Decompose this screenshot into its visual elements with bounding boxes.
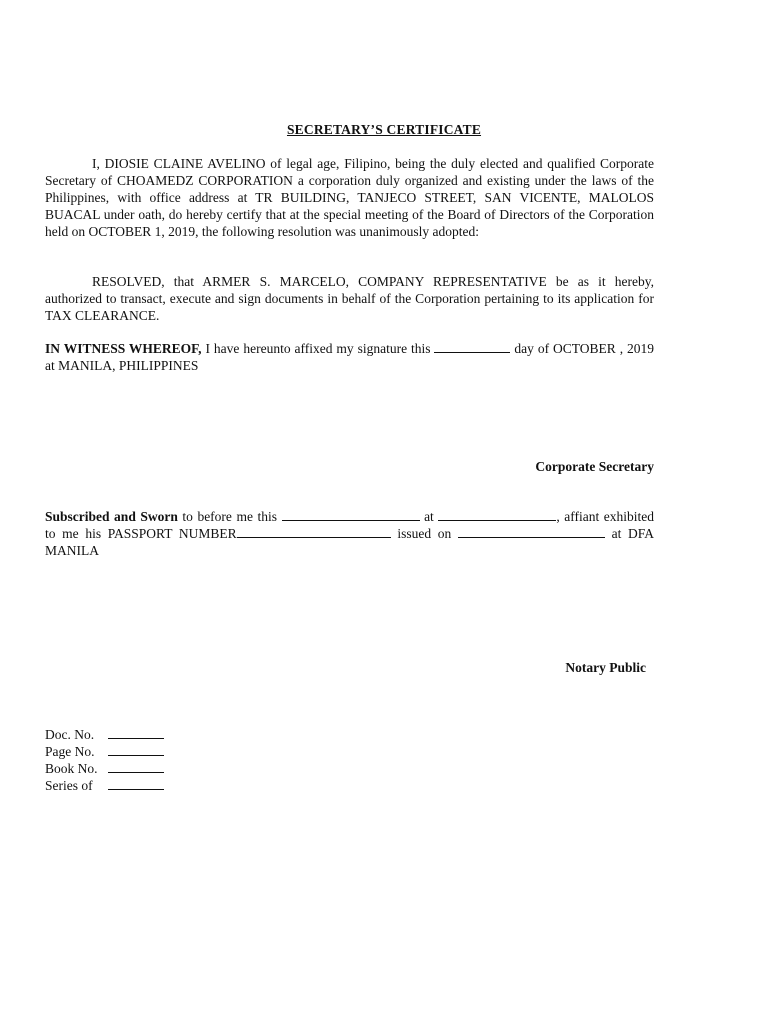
page-no-label: Page No. [45,744,95,759]
series-of-blank [108,777,164,790]
issue-date-blank [458,525,605,538]
resolution-paragraph: RESOLVED, that ARMER S. MARCELO, COMPANY REPRESENTATIVE be as it hereby, authorized to transact, execute and sign documents in behalf of the Corporation pertaining to its application for TAX CLEARANCE. [45,274,654,323]
passport-number-blank [237,525,391,538]
page-no-row [45,743,164,760]
sworn-text-e: at DFA MANILA [45,526,655,558]
sworn-text-d: issued on [390,526,458,541]
notary-public-signature-label: Notary Public [565,660,646,675]
witness-paragraph [45,340,654,374]
sworn-lead: Subscribed and Sworn [45,509,178,524]
sworn-text-a: to before me this [177,509,282,524]
certification-paragraph: I, DIOSIE CLAINE AVELINO of legal age, Filipino, being the duly elected and qualified Corporate Secretary of CHOAMEDZ CORPORATION a corporation duly organized and existing under the laws of the Philippines, with office address at TR BUILDING, TANJECO STREET, SAN VICENTE, MALOLOS BUACAL under oath, do hereby certify that at the special meeting of the Board of Directors of the Corporation held on OCTOBER 1, 2019, the following resolution was unanimously adopted: [45,156,654,239]
sworn-place-blank [438,508,556,521]
witness-text-a: I have hereunto affixed my signature this [201,341,435,356]
sworn-date-blank [282,508,420,521]
witness-lead: IN WITNESS WHEREOF, [45,341,202,356]
sworn-paragraph [45,508,654,559]
page-title: SECRETARY’S CERTIFICATE [286,122,482,137]
series-of-label: Series of [45,778,93,793]
witness-text-b: day of OCTOBER , 2019 at MANILA, PHILIPPINES [45,341,655,373]
book-no-row [45,760,164,777]
book-no-label: Book No. [45,761,98,776]
signature-day-blank [434,340,510,353]
book-no-blank [108,760,164,773]
sworn-text-c: , affiant exhibited to me his PASSPORT NUMBER [45,509,655,541]
page-no-blank [108,743,164,756]
doc-no-blank [108,726,164,739]
doc-no-label: Doc. No. [45,727,95,742]
sworn-text-b: at [419,509,439,524]
series-of-row [45,777,164,794]
doc-no-row [45,726,164,743]
notarial-register [45,726,164,794]
corporate-secretary-signature-label: Corporate Secretary [535,459,654,474]
